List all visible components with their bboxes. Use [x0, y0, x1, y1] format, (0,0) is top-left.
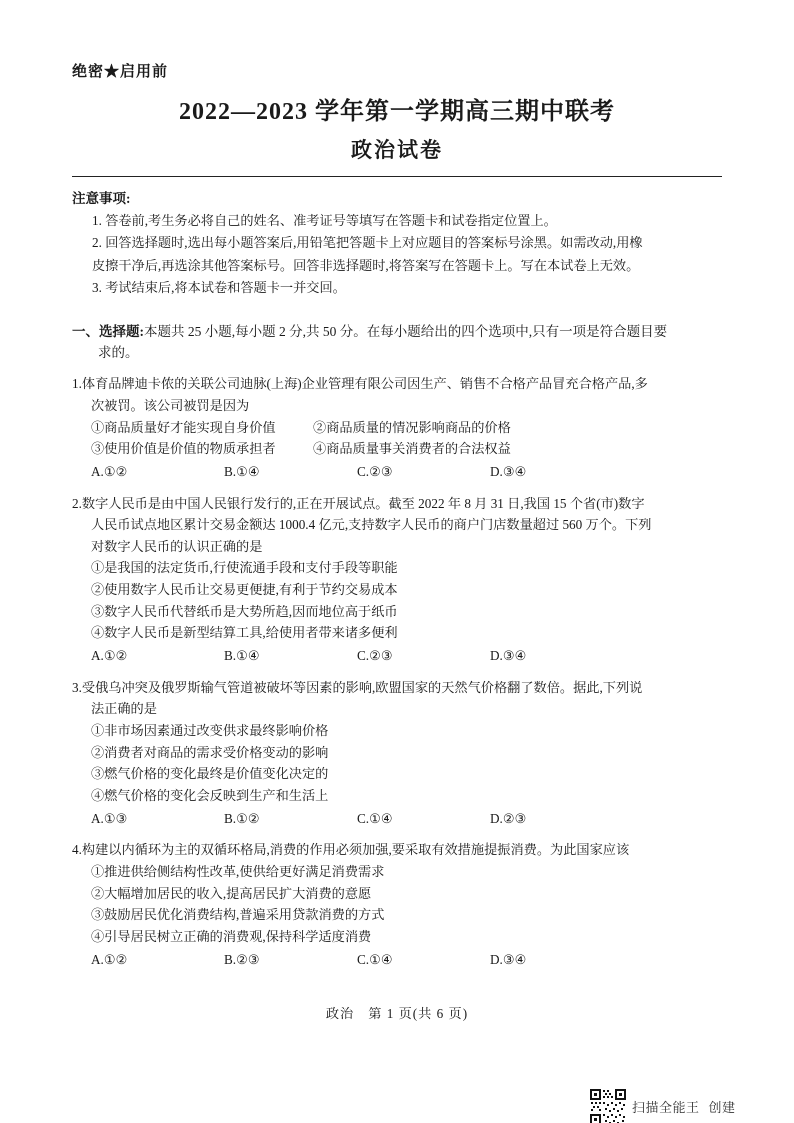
answer-c[interactable]: C.②③ — [357, 648, 393, 664]
question-stem-cont: 人民币试点地区累计交易金额达 1000.4 亿元,支持数字人民币的商户门店数量超过 560 万个。下列 — [91, 517, 652, 533]
question-item — [72, 839, 722, 971]
question-number: 1. — [72, 376, 82, 392]
page-footer — [0, 1003, 794, 1022]
question-stem-cont: 法正确的是 — [91, 701, 157, 717]
answer-a[interactable]: A.①② — [91, 648, 128, 664]
question-stem-cont: 对数字人民币的认识正确的是 — [91, 538, 263, 554]
answer-d[interactable]: D.②③ — [490, 810, 527, 826]
page-title: 2022—2023 学年第一学期高三期中联考 — [179, 99, 615, 125]
option-2: ②商品质量的情况影响商品的价格 — [313, 419, 511, 435]
watermark-brand: 创建 — [708, 1100, 736, 1115]
option-1: ①非市场因素通过改变供求最终影响价格 — [91, 723, 329, 739]
answer-a[interactable]: A.①② — [91, 463, 128, 479]
question-stem-text: 受俄乌冲突及俄罗斯输气管道被破坏等因素的影响,欧盟国家的天然气价格翻了数倍。据此,下列说 — [81, 679, 643, 695]
answer-choices — [72, 460, 722, 484]
option-4: ④数字人民币是新型结算工具,给使用者带来诸多便利 — [91, 625, 398, 641]
option-1: ①是我国的法定货币,行使流通手段和支付手段等职能 — [91, 560, 398, 576]
footer-page-number: 第 1 页(共 6 页) — [368, 1006, 469, 1021]
section-heading — [72, 321, 722, 365]
qr-code-icon — [589, 1088, 627, 1123]
option-2: ②消费者对商品的需求受价格变动的影响 — [91, 744, 329, 760]
option-row — [72, 417, 722, 439]
option-4: ④商品质量事关消费者的合法权益 — [313, 441, 511, 457]
question-item — [72, 493, 722, 668]
watermark-text: 扫描全能王 — [632, 1100, 700, 1115]
option-1: ①推进供给侧结构性改革,使供给更好满足消费需求 — [91, 864, 385, 880]
answer-c[interactable]: C.①④ — [357, 810, 393, 826]
option-3: ③鼓励居民优化消费结构,普遍采用贷款消费的方式 — [91, 907, 385, 923]
secret-label: 绝密★启用前 — [72, 64, 169, 80]
notice-item: 皮擦干净后,再选涂其他答案标号。回答非选择题时,将答案写在答题卡上。写在本试卷上无效。 — [92, 257, 640, 273]
notice-item: 3. 考试结束后,将本试卷和答题卡一并交回。 — [92, 280, 346, 296]
question-number: 3. — [72, 679, 82, 695]
question-number: 2. — [72, 495, 82, 511]
watermark-label — [632, 1097, 736, 1116]
option-4: ④燃气价格的变化会反映到生产和生活上 — [91, 788, 329, 803]
option-row — [72, 438, 722, 460]
answer-a[interactable]: A.①③ — [91, 810, 128, 826]
answer-b[interactable]: B.①② — [224, 810, 260, 826]
option-2: ②使用数字人民币让交易更便捷,有利于节约交易成本 — [91, 582, 398, 598]
option-1: ①商品质量好才能实现自身价值 — [91, 419, 276, 435]
section-text: 本题共 25 小题,每小题 2 分,共 50 分。在每小题给出的四个选项中,只有一项是符合题目要 — [144, 323, 668, 339]
question-item — [72, 373, 722, 483]
question-item — [72, 677, 722, 831]
answer-b[interactable]: B.①④ — [224, 648, 260, 664]
answer-d[interactable]: D.③④ — [490, 463, 527, 479]
answer-choices — [72, 807, 722, 831]
answer-d[interactable]: D.③④ — [490, 951, 527, 967]
option-2: ②大幅增加居民的收入,提高居民扩大消费的意愿 — [91, 885, 372, 901]
answer-c[interactable]: C.②③ — [357, 463, 393, 479]
option-3: ③燃气价格的变化最终是价值变化决定的 — [91, 766, 329, 782]
question-stem — [72, 677, 722, 699]
answer-b[interactable]: B.②③ — [224, 951, 260, 967]
answer-c[interactable]: C.①④ — [357, 951, 393, 967]
option-3: ③数字人民币代替纸币是大势所趋,因而地位高于纸币 — [91, 603, 398, 619]
question-stem — [72, 493, 722, 515]
answer-choices — [72, 644, 722, 668]
question-stem-text: 构建以内循环为主的双循环格局,消费的作用必须加强,要采取有效措施提振消费。为此国家应该 — [81, 842, 630, 858]
question-number: 4. — [72, 842, 82, 858]
answer-a[interactable]: A.①② — [91, 951, 128, 967]
question-stem-cont: 次被罚。该公司被罚是因为 — [91, 397, 250, 413]
page-subtitle: 政治试卷 — [351, 138, 443, 162]
answer-b[interactable]: B.①④ — [224, 463, 260, 479]
notice-heading: 注意事项: — [72, 191, 131, 206]
answer-d[interactable]: D.③④ — [490, 648, 527, 664]
question-stem — [72, 373, 722, 395]
option-3: ③使用价值是价值的物质承担者 — [91, 441, 276, 457]
section-text-cont: 求的。 — [98, 345, 139, 361]
question-stem — [72, 839, 722, 861]
option-4: ④引导居民树立正确的消费观,保持科学适度消费 — [91, 928, 372, 944]
notice-item: 1. 答卷前,考生务必将自己的姓名、准考证号等填写在答题卡和试卷指定位置上。 — [92, 213, 557, 228]
divider — [72, 176, 722, 177]
section-label: 一、选择题: — [72, 323, 144, 339]
answer-choices — [72, 948, 722, 972]
footer-subject: 政治 — [325, 1006, 355, 1021]
notice-item: 2. 回答选择题时,选出每小题答案后,用铅笔把答题卡上对应题目的答案标号涂黑。如需改动,用橡 — [92, 235, 643, 251]
question-stem-text: 体育品牌迪卡侬的关联公司迪脉(上海)企业管理有限公司因生产、销售不合格产品冒充合格产品,多 — [81, 376, 648, 392]
question-stem-text: 数字人民币是由中国人民银行发行的,正在开展试点。截至 2022 年 8 月 31 日,我国 15 个省(市)数字 — [81, 495, 645, 511]
page-content — [72, 60, 722, 971]
